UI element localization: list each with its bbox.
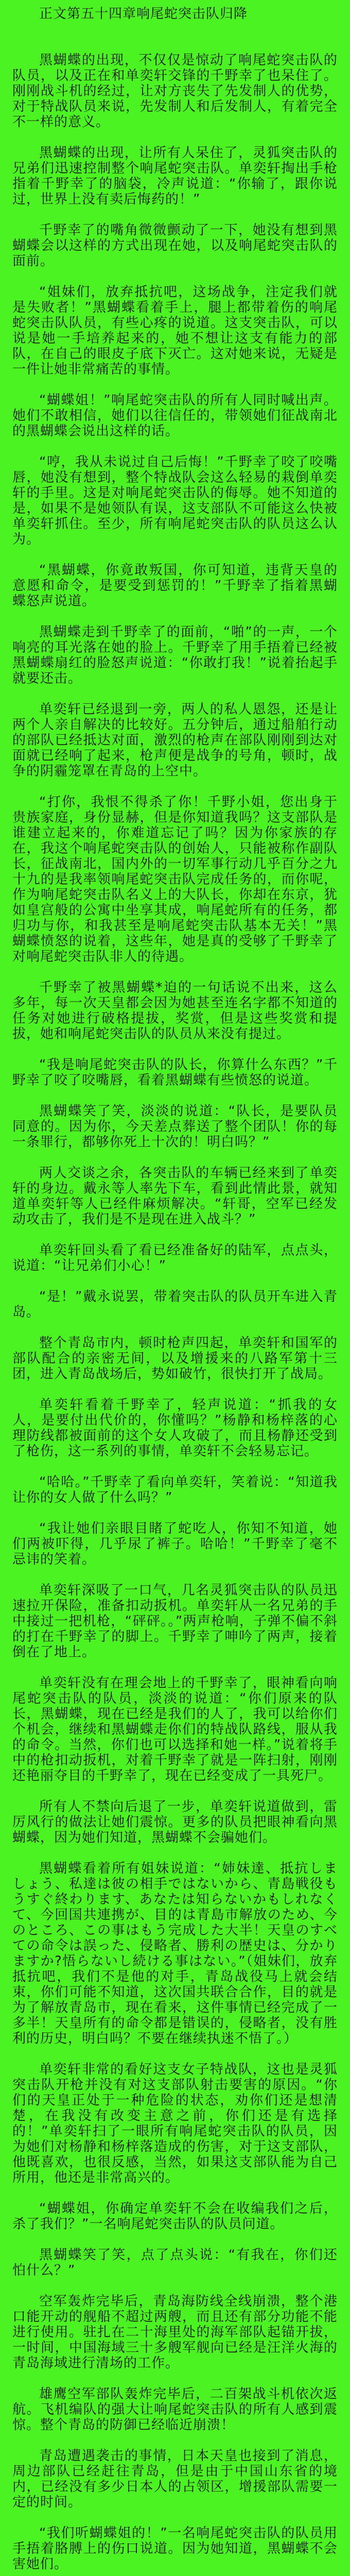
paragraph: 单奕轩看着千野幸了，轻声说道：“抓我的女人，是要付出代价的，你懂吗？”杨静和杨梓落的心理防线都被面前的这个女人攻破了，而且杨静还受到了枪伤，这一系列的事情，单奕轩不会轻易忘记。 [12, 1397, 338, 1459]
paragraph: “哈哈。”千野幸了看向单奕轩，笑着说：“知道我让你的女人做了什么吗？” [12, 1475, 338, 1505]
paragraph: 整个青岛市内，顿时枪声四起，单奕轩和国军的部队配合的亲密无间，以及增援来的八路军第十三团，进入青岛战场后，势如破竹，很快打开了战局。 [12, 1335, 338, 1382]
paragraph: “姐妹们，放弃抵抗吧，这场战争，注定我们就是失败者！”黑蝴蝶看着手上，腿上都带着伤的响尾蛇突击队队员，有些心疼的说道。这支突击队，可以说是她一手培养起来的，她不想让这支有能力的部队，在自己的眼皮子底下灭亡。这对她来说，无疑是一件让她非常痛苦的事情。 [12, 284, 338, 377]
paragraph: “蝴蝶姐！”响尾蛇突击队的所有人同时喊出声。她们不敢相信，她们以往信任的，带领她们征战南北的黑蝴蝶会说出这样的话。 [12, 393, 338, 439]
paragraph: “我让她们亲眼目睹了蛇吃人，你知不知道，她们两被吓得，几乎尿了裤子。哈哈！”千野幸了毫不忌讳的笑着。 [12, 1521, 338, 1567]
paragraph: “打你，我恨不得杀了你！千野小姐，您出身于贵族家庭，身份显赫，但是你知道我吗？这支部队是谁建立起来的，你难道忘记了吗？因为你家族的存在，我这个响尾蛇突击队的创始人，只能被称作副队长，征战南北，国内外的一切军事行动几乎百分之九十九的是我率领响尾蛇突击队完成任务的，而你呢，作为响尾蛇突击队名义上的大队长，你却在东京，犹如皇宫般的公寓中坐享其成，响尾蛇所有的任务，都归功与你，和我甚至是响尾蛇突击队基本无关！”黑蝴蝶愤怒的说着，这些年，她是真的受够了千野幸了对响尾蛇突击队非人的待遇。 [12, 794, 338, 964]
paragraph: “蝴蝶姐，你确定单奕轩不会在收编我们之后，杀了我们？”一名响尾蛇突击队的队员问道。 [12, 2201, 338, 2232]
paragraph: 单奕轩没有在理会地上的千野幸了，眼神看向响尾蛇突击队的队员，淡淡的说道：“你们原来的队长，黑蝴蝶，现在已经是我们的人了，我可以给你们个机会，继续和黑蝴蝶走你们的特战队路线，服从我的命令。当然，你们也可以选择和她一样。”说着将手中的枪扣动扳机，对着千野幸了就是一阵扫射，刚刚还艳丽夺目的千野幸了，现在已经变成了一具死尸。 [12, 1675, 338, 1784]
paragraph: 单奕轩已经退到一旁，两人的私人恩怨，还是让两个人亲自解决的比较好。五分钟后，通过船舶行动的部队已经抵达对面，激烈的枪声在部队刚刚到达对面就已经响了起来，枪声便是战争的号角，顿时，战争的阴霾笼罩在青岛的上空中。 [12, 702, 338, 779]
paragraph: “是！”戴永说罢，带着突击队的队员开车进入青岛。 [12, 1289, 338, 1320]
paragraph: 千野幸了被黑蝴蝶*迫的一句话说不出来，这么多年，每一次天皇都会因为她甚至连名字都不知道的任务对她进行破格提拔，奖赏，但是这些奖赏和提拔，她和响尾蛇突击队的队员从来没有提过。 [12, 980, 338, 1042]
paragraph: 黑蝴蝶的出现，让所有人呆住了，灵狐突击队的兄弟们迅速控制整个响尾蛇突击队。单奕轩掏出手枪指着千野幸了的脑袋，冷声说道：“你输了，跟你说过，世界上没有卖后悔药的！” [12, 145, 338, 207]
paragraph: 黑蝴蝶看着所有姐妹说道：“姉妹達、抵抗しましょう、私達は彼の相手ではないから、青島戦役もうすぐ終わります、あなたは知らないかもしれなくて、今回国共連携が、目的は青島市解放のため、今のところ、この事はもう完成した大半！天皇のすべての命令は誤った、侵略者、勝利の歴史は、分かりますか?悟らないし続ける事はない。”（姐妹们，放弃抵抗吧，我们不是他的对手，青岛战役马上就会结束，你们可能不知道，这次国共联合合作，目的就是为了解放青岛市，现在看来，这件事情已经完成了一多半！天皇所有的命令都是错误的，侵略者，没有胜利的历史，明白吗？不要在继续执迷不悟了。） [12, 1861, 338, 2046]
paragraph: “我是响尾蛇突击队的队长，你算什么东西？”千野幸了咬了咬嘴唇，看着黑蝴蝶有些愤怒的说道。 [12, 1057, 338, 1088]
paragraph: 所有人不禁向后退了一步，单奕轩说道做到，雷厉风行的做法让她们震惊。更多的队员把眼神看向黑蝴蝶，因为她们知道，黑蝴蝶不会骗她们。 [12, 1799, 338, 1845]
paragraph: “黑蝴蝶，你竟敢叛国，你可知道，违背天皇的意愿和命令，是要受到惩罚的！”千野幸了指着黑蝴蝶怒声说道。 [12, 563, 338, 609]
paragraph: “我们听蝴蝶姐的！”一名响尾蛇突击队的队员用手捂着胳膊上的伤口说道。因为她知道，黑蝴蝶不会害她们。 [12, 2526, 338, 2572]
paragraph: 黑蝴蝶的出现，不仅仅是惊动了响尾蛇突击队的队员，以及正在和单奕轩交锋的千野幸了也呆住了。刚刚战斗机的经过，让对方丧失了先发制人的优势，对于特战队员来说，先发制人和后发制人，有着完全不一样的意义。 [12, 53, 338, 130]
paragraph: “哼，我从未说过自己后悔！”千野幸了咬了咬嘴唇，她没有想到，整个特战队会这么轻易的栽倒单奕轩的手里。这是对响尾蛇突击队的侮辱。她不知道的是，如果不是她领队有误，这支部队不可能这么快被单奕轩抓住。至少，所有响尾蛇突击队的队员这么认为。 [12, 454, 338, 547]
chapter-title: 正文第五十四章响尾蛇突击队归降 [39, 6, 248, 22]
chapter-body [12, 53, 338, 2576]
paragraph: 单奕轩深吸了一口气，几名灵狐突击队的队员迅速拉开保险，准备扣动扳机。单奕轩从一名兄弟的手中接过一把机枪，“砰砰。。”两声枪响，子弹不偏不斜的打在千野幸了的脚上。千野幸了呻吟了两声，接着倒在了地上。 [12, 1583, 338, 1660]
paragraph: 黑蝴蝶走到千野幸了的面前，“啪”的一声，一个响亮的耳光落在她的脸上。千野幸了用手捂着已经被黑蝴蝶扇红的脸怒声说道：“你敢打我！”说着抬起手就要还击。 [12, 624, 338, 686]
paragraph: 单奕轩回头看了看已经准备好的陆军，点点头，说道：“让兄弟们小心！” [12, 1243, 338, 1274]
paragraph: 雄鹰空军部队轰炸完毕后，二百架战斗机依次返航。飞机编队的强大让响尾蛇突击队的所有人感到震惊。整个青岛的防御已经临近崩溃！ [12, 2386, 338, 2433]
paragraph: 青岛遭遇袭击的事情，日本天皇也接到了消息，周边部队已经赶往青岛，但是由于中国山东省的境内，已经没有多少日本人的占领区，增援部队需要一定的时间。 [12, 2448, 338, 2510]
paragraph: 千野幸了的嘴角微微颤动了一下，她没有想到黑蝴蝶会以这样的方式出现在她，以及响尾蛇突击队的面前。 [12, 223, 338, 269]
paragraph: 空军轰炸完毕后，青岛海防线全线崩溃，整个港口能开动的舰船不超过两艘，而且还有部分功能不能进行使用。驻扎在二十海里处的海军部队起锚开拔，一时间，中国海域三十多艘军舰向已经是汪洋火海的青岛海域进行清场的工作。 [12, 2294, 338, 2371]
paragraph: 黑蝴蝶笑了笑，点了点头说：“有我在，你们还怕什么？” [12, 2247, 338, 2278]
paragraph: 黑蝴蝶笑了笑，淡淡的说道：“队长，是要队员同意的。因为你，今天差点葬送了整个团队！你的每一条罪行，都够你死上十次的！明白吗？” [12, 1104, 338, 1150]
paragraph: 两人交谈之余，各突击队的车辆已经来到了单奕轩的身边。戴永等人率先下车，看到此情此景，就知道单奕轩等人已经件麻烦解决。“轩哥，空军已经发动攻击了，我们是不是现在进入战斗？” [12, 1165, 338, 1227]
paragraph: 单奕轩非常的看好这支女子特战队，这也是灵狐突击队开枪并没有对这支部队射击要害的原因。“你们的天皇正处于一种危险的状态，劝你们还是想清楚，在我没有改变主意之前，你们还是有选择的！”单奕轩扫了一眼所有响尾蛇突击队的队员，因为她们对杨静和杨梓落造成的伤害，对于这支部队，他既喜欢，也很反感，当然，如果这支部队能为自己所用，他还是非常高兴的。 [12, 2062, 338, 2185]
